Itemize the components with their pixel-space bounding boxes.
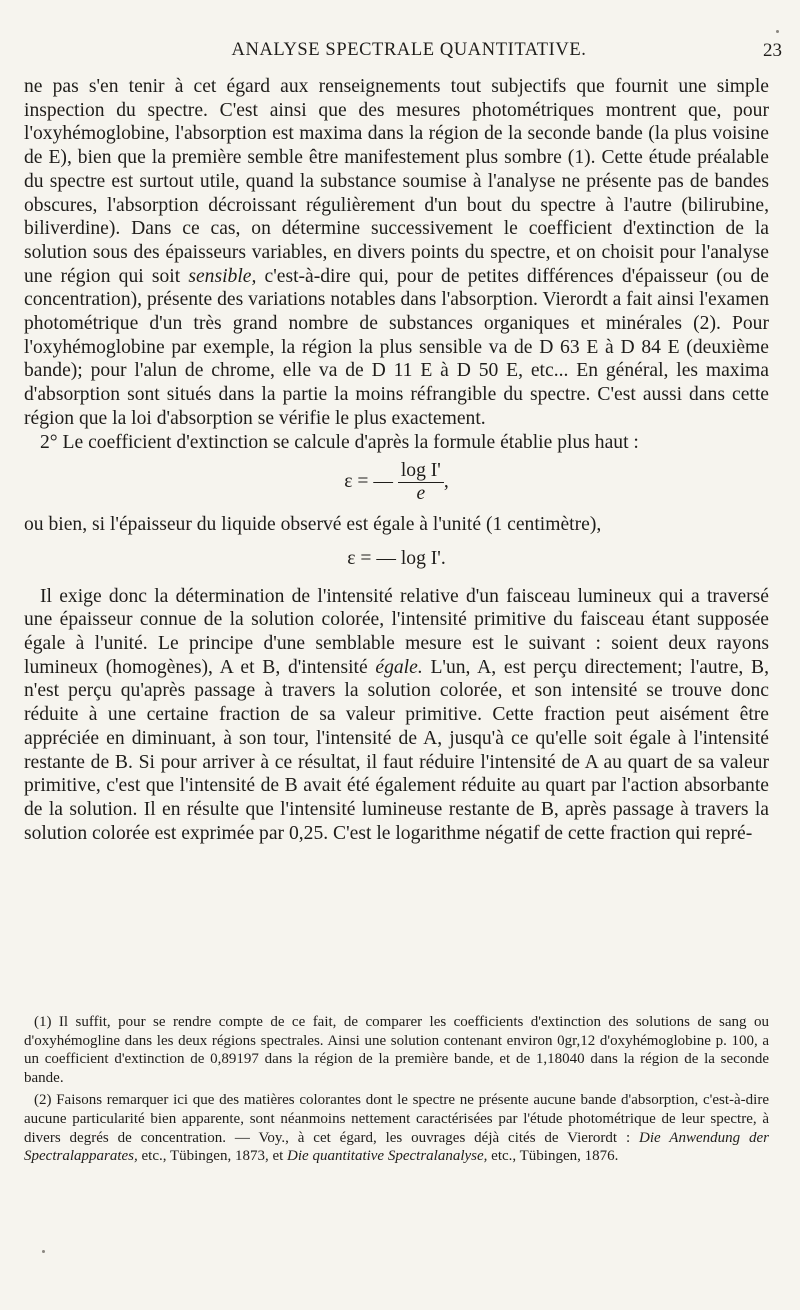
print-speck xyxy=(776,30,779,33)
paragraph-4 xyxy=(24,585,769,846)
running-title: ANALYSE SPECTRALE QUANTITATIVE. xyxy=(231,40,587,60)
paragraph-4-text-a: Il exige donc la détermination de l'intensité relative d'un faisceau lumineux qui a traversé une épaisseur connue de la solution colorée, l'intensité primitive du faisceau étant supposée égale à l'unité. Le principe d'une semblable mesure est le suivant : soient deux rayons lumineux (homogènes), A et B, d'intensité xyxy=(24,585,769,678)
paragraph-2: 2° Le coefficient d'extinction se calcule d'après la formule établie plus haut : xyxy=(40,431,639,453)
formula-fraction xyxy=(398,460,444,505)
page-number: 23 xyxy=(763,40,782,61)
paragraph-3: ou bien, si l'épaisseur du liquide observé est égale à l'unité (1 centimètre), xyxy=(24,514,602,536)
emphasis-sensible: sensible, xyxy=(188,265,257,287)
paragraph-1-text-a: ne pas s'en tenir à cet égard aux renseignements tout subjectifs que fournit une simple inspection du spectre. C'est ainsi que des mesures photométriques montrent que, pour l'oxyhémoglobine, l'absorption est maxima dans la région de la seconde bande (la plus voisine de E), bien que la première semble être manifestement plus sombre (1). Cette étude préalable du spectre est surtout utile, quand la substance soumise à l'analyse ne présente pas de bandes obscures, l'absorption décroissant régulièrement d'un bout du spectre à l'autre (bilirubine, biliverdine). Dans ce cas, on détermine successivement le coefficient d'extinction de la solution sous des épaisseurs variables, en divers points du spectre, et on choisit pour l'analyse une région qui soit xyxy=(24,76,769,287)
formula-unit-thickness: ε = — log I'. xyxy=(347,547,446,569)
footnote-2-text-b: etc., Tübingen, 1873, et xyxy=(137,1148,288,1165)
emphasis-egale: égale. xyxy=(375,656,423,678)
paragraph-1 xyxy=(24,75,769,431)
formula-extinction xyxy=(24,460,769,505)
print-speck xyxy=(42,1250,45,1253)
body-text xyxy=(24,75,769,845)
formula-lhs: ε = — xyxy=(344,471,393,493)
page-header xyxy=(24,40,794,70)
footnote-2-title-2: Die quantitative Spectralanalyse, xyxy=(287,1148,488,1165)
formula-numerator: log I' xyxy=(398,460,444,483)
formula-denominator: e xyxy=(416,483,426,505)
paragraph-4-text-b: L'un, A, est perçu directement; l'autre, B, n'est perçu qu'après passage à travers la solution colorée, et son intensité se trouve donc réduite à une certaine fraction de sa valeur primitive. Cette fraction peut aisément être appréciée en diminuant, à son tour, l'intensité de A, jusqu'à ce qu'elle soit égale à l'intensité restante de B. Si pour arriver à ce résultat, il faut réduire l'intensité de A au quart de sa valeur primitive, c'est que l'intensité de B avait été également réduite au quart par l'action absorbante de la solution. Il en résulte que l'intensité lumineuse restante de B, après passage à travers la solution colorée est exprimée par 0,25. C'est le logarithme négatif de cette fraction qui repré- xyxy=(24,656,769,844)
footnote-2-text-a: (2) Faisons remarquer ici que des matières colorantes dont le spectre ne présente aucune bande d'absorption, c'est-à-dire aucune particularité bien apparente, sont néanmoins nettement caractérisées par l'étude photométrique de leur spectre, à divers degrés de concentration. — Voy., à cet égard, les ouvrages déjà cités de Vierordt : xyxy=(24,1092,769,1146)
paragraph-1-text-b: c'est-à-dire qui, pour de petites différences d'épaisseur (ou de concentration), présente des variations notables dans l'absorption. Vierordt a fait ainsi l'examen photométrique d'un très grand nombre de substances organiques et minérales (2). Pour l'oxyhémoglobine par exemple, la région la plus sensible va de D 63 E à D 84 E (deuxième bande); pour l'alun de chrome, elle va de D 11 E à D 50 E, etc... En général, les maxima d'absorption sont situés dans la partie la moins réfrangible du spectre. C'est aussi dans cette région que la loi d'absorption se vérifie le plus exactement. xyxy=(24,265,769,429)
footnote-2-text-c: etc., Tübingen, 1876. xyxy=(487,1148,619,1165)
footnote-2-title-1: Die Anwendung der Spectralapparates, xyxy=(24,1129,769,1165)
footnote-1: (1) Il suffit, pour se rendre compte de ce fait, de comparer les coefficients d'extinction des solutions de sang ou d'oxyhémogline dans les deux régions spectrales. Ainsi une solution contenant environ 0gr,12 d'oxyhémoglobine p. 100, a un coefficient d'extinction de 0,89197 dans la région de la première bande, et de 1,18040 dans la région de la seconde bande. xyxy=(24,1014,769,1086)
footnote-2 xyxy=(24,1091,769,1165)
footnotes xyxy=(24,1013,769,1166)
formula-suffix: , xyxy=(443,471,449,493)
